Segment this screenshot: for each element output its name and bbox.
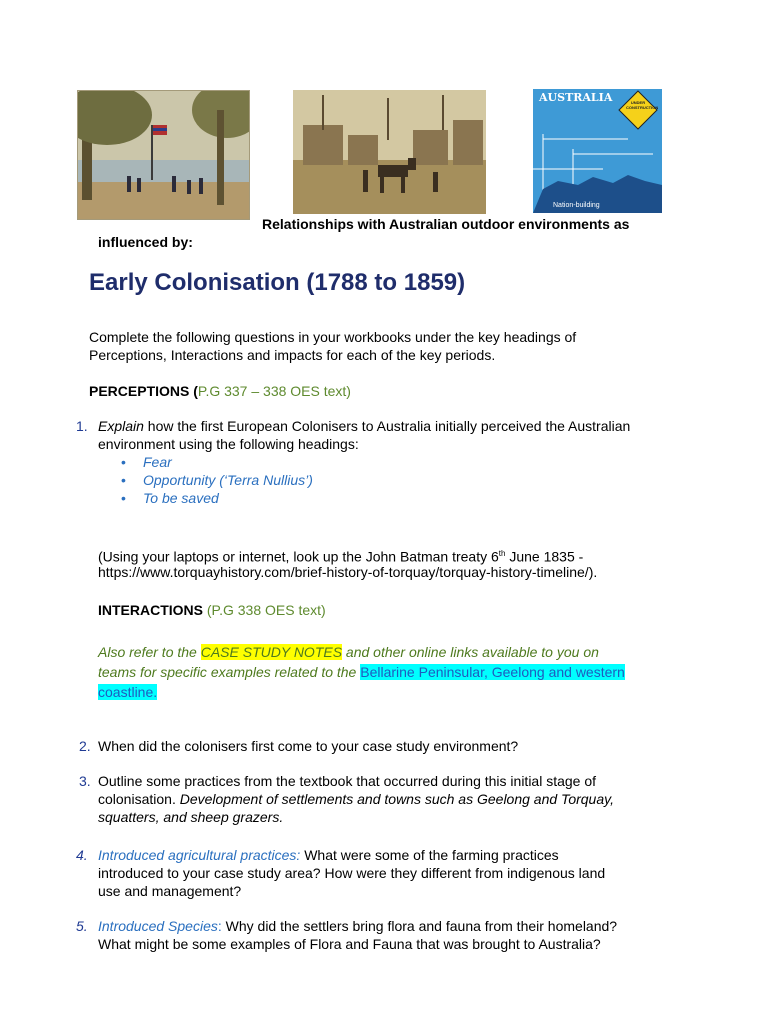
interactions-heading bbox=[98, 601, 326, 619]
q3-number: 3. bbox=[79, 773, 91, 789]
bullet-icon: • bbox=[121, 472, 126, 488]
q1-rest: how the first European Colonisers to Australia initially perceived the Australian bbox=[143, 418, 631, 434]
poster-title: AUSTRALIA bbox=[539, 91, 613, 104]
perceptions-heading bbox=[89, 382, 351, 400]
refer-line1 bbox=[98, 642, 599, 662]
q1-explain: Explain bbox=[98, 418, 144, 434]
q5-line1 bbox=[98, 917, 617, 935]
list-item bbox=[117, 489, 313, 507]
q5-number: 5. bbox=[76, 918, 88, 934]
q4-line3: use and management? bbox=[98, 883, 242, 899]
q4-label: Introduced agricultural practices: bbox=[98, 847, 301, 863]
q4-number: 4. bbox=[76, 847, 88, 863]
interactions-label: INTERACTIONS bbox=[98, 602, 203, 618]
q3-line3: squatters, and sheep grazers. bbox=[98, 809, 284, 825]
q5-line2: What might be some examples of Flora and Fauna that was brought to Australia? bbox=[98, 936, 601, 952]
bullet-text: Fear bbox=[143, 454, 172, 470]
bullet-text: Opportunity (‘Terra Nullius’) bbox=[143, 472, 313, 488]
q3-line2 bbox=[98, 790, 614, 808]
location-highlight-end: coastline. bbox=[98, 684, 158, 700]
batman-text-end: June 1835 - bbox=[505, 548, 584, 565]
bullet-icon: • bbox=[121, 490, 126, 506]
refer-text-2: teams for specific examples related to the bbox=[98, 664, 361, 680]
refer-line3 bbox=[98, 682, 157, 702]
batman-sup: th bbox=[498, 549, 506, 558]
q3-italic: Development of settlements and towns such as Geelong and Torquay, bbox=[179, 791, 614, 807]
q5-text: Why did the settlers bring flora and fauna from their homeland? bbox=[221, 918, 618, 934]
refer-line2 bbox=[98, 662, 625, 682]
q2-number: 2. bbox=[79, 738, 91, 754]
section-heading-line2: influenced by: bbox=[98, 234, 193, 250]
refer-text-mid: and other online links available to you on bbox=[342, 644, 599, 660]
illustration-settlement bbox=[293, 90, 486, 214]
list-item bbox=[117, 471, 313, 489]
bullet-icon: • bbox=[121, 454, 126, 470]
q3-line1: Outline some practices from the textbook that occurred during this initial stage of bbox=[98, 773, 597, 789]
refer-text: Also refer to the bbox=[98, 644, 201, 660]
q1-number: 1. bbox=[76, 418, 88, 434]
perceptions-ref: P.G 337 – 338 OES text) bbox=[197, 383, 351, 399]
poster-caption: Nation-building bbox=[553, 202, 600, 209]
q4-line2: introduced to your case study area? How were they different from indigenous land bbox=[98, 865, 606, 881]
q4-text: What were some of the farming practices bbox=[300, 847, 559, 863]
perceptions-label: PERCEPTIONS ( bbox=[89, 383, 198, 399]
section-heading-line1: Relationships with Australian outdoor environments as bbox=[262, 216, 630, 232]
batman-text: (Using your laptops or internet, look up the John Batman treaty 6 bbox=[98, 548, 499, 565]
q5-colon: : bbox=[217, 918, 222, 934]
bullet-text: To be saved bbox=[143, 490, 219, 506]
batman-url[interactable]: https://www.torquayhistory.com/brief-history-of-torquay/torquay-history-timeline/). bbox=[98, 564, 598, 580]
page-title: Early Colonisation (1788 to 1859) bbox=[89, 269, 466, 296]
intro-line2: Perceptions, Interactions and impacts for each of the key periods. bbox=[89, 347, 496, 363]
intro-line1: Complete the following questions in your workbooks under the key headings of bbox=[89, 329, 577, 345]
poster-australia-under-construction bbox=[533, 89, 662, 213]
poster-sign-text: UNDER CONSTRUCTION bbox=[626, 100, 659, 110]
q2-text: When did the colonisers first come to your case study environment? bbox=[98, 738, 519, 754]
q1-bullet-list bbox=[117, 453, 313, 507]
list-item bbox=[117, 453, 313, 471]
painting-flag-raising bbox=[77, 90, 250, 220]
q5-label: Introduced Species bbox=[98, 918, 218, 934]
q3-text: colonisation. bbox=[98, 791, 180, 807]
case-study-highlight: CASE STUDY NOTES bbox=[200, 644, 343, 660]
q4-line1 bbox=[98, 846, 559, 864]
q1-line1 bbox=[98, 417, 630, 435]
interactions-ref: (P.G 338 OES text) bbox=[203, 602, 326, 618]
location-highlight: Bellarine Peninsular, Geelong and western bbox=[360, 664, 625, 680]
q1-line2: environment using the following headings: bbox=[98, 436, 359, 452]
